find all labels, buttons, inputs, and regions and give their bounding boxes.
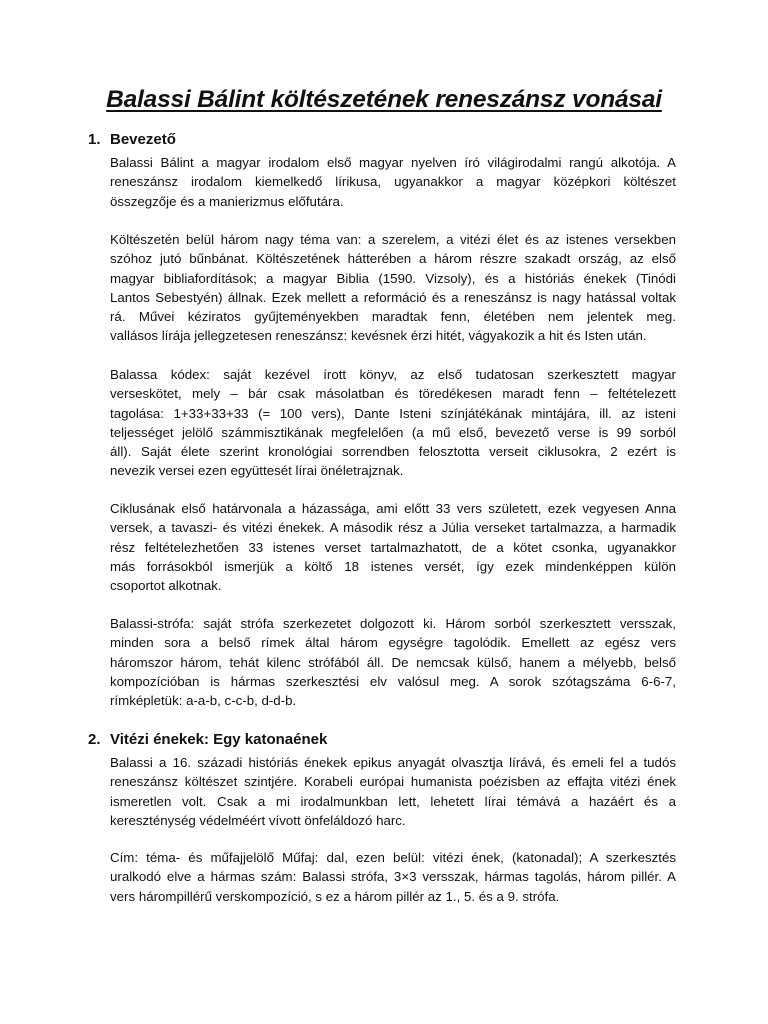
text-line: rímképletük: a-a-b, c-c-b, d-d-b. [110,693,297,709]
text-line: rész feltételezhetően 33 istenes verset tartalmazhatott, de a kötet csonka, ugyanakkor [110,539,676,555]
text-line: magyar bibliafordítások; a magyar Biblia (1590. Vizsoly), és a históriás énekek (Tinódi [110,270,676,286]
text-line: szóhoz jutó bűnbánat. Költészetének hátterében a három részre szakadt ország, az első [110,251,676,267]
text-line: Balassi-strófa: saját strófa szerkezetet dolgozott ki. Három sorból szerkesztett versszak, [110,616,676,631]
text-line: Balassi a 16. századi históriás énekek epikus anyagát olvasztja lírává, és emeli fel a tudós [110,755,676,770]
text-line: áll). Saját élete szerint kronológiai sorrendben felosztotta verseit ciklusokra, 2 ezért is [110,444,676,460]
section-heading-bevezeto [88,131,176,148]
paragraph [110,753,676,830]
text-line: más forrásokból ismerjük a költő 18 istenes versét, így ezek mindenképpen külön [110,558,676,574]
text-line: háromszor három, tehát kilenc strófából áll. De nemcsak külső, hanem a mélyebb, belső [110,654,676,670]
text-line: kereszténység védelméért vívott önfeláldozó harc. [110,812,406,828]
text-line: vers hárompillérű verskompozíció, s ez a három pillér az 1., 5. és a 9. strófa. [110,888,560,904]
paragraph [110,153,676,211]
text-line: minden sora a belső rímek által három egységre tagolódik. Emellett az egész vers [110,635,676,651]
text-line: teljességet jelölő számmisztikának megfelelően (a mű első, bevezető verse is 99 sorból [110,424,676,440]
section-number: 1. [88,131,101,148]
section-number: 2. [88,731,101,748]
text-line: Költészetén belül három nagy téma van: a szerelem, a vitézi élet és az istenes versekben [110,232,676,247]
text-line: Ciklusának első határvonala a házassága, ami előtt 33 vers született, ezek vegyesen Anna [110,501,676,516]
paragraph [110,230,676,346]
text-line: reneszánsz irodalom kiemelkedő lírikusa, ugyanakkor a magyar középkori költészet [110,174,676,190]
paragraph [110,365,676,481]
section-title: Vitézi énekek: Egy katonaének [110,731,328,748]
text-line: tagolása: 1+33+33+33 (= 100 vers), Dante Isteni színjátékának mintájára, ill. az isteni [110,405,676,421]
text-line: reneszánsz költészet szintjére. Korabeli európai humanista poézisben az effajta vitézi ének [110,774,676,790]
text-line: Lantos Sebestyén) állnak. Ezek mellett a reformáció és a reneszánsz is nagy hatással voltak [110,289,676,305]
text-line: Balassi Bálint a magyar irodalom első magyar nyelven író világirodalmi rangú alkotója. A [110,155,676,170]
text-line: Cím: téma- és műfajjelölő Műfaj: dal, ezen belül: vitézi ének, (katonadal); A szerkesztés [110,850,676,865]
paragraph [110,848,676,906]
text-line: kompozícióban is hármas szerkesztési elv valósul meg. A sorok szótagszáma 6-6-7, [110,673,676,689]
text-line: rá. Művei kéziratos gyűjteményekben maradtak fenn, életében nem jelentek meg. [110,309,676,325]
text-line: nevezik versei ezen együttesét lírai önéletrajznak. [110,463,404,479]
text-line: Balassa kódex: saját kezével írott könyv, az első tudatosan szerkesztett magyar [110,367,676,382]
text-line: versek, a tavaszi- és vitézi énekek. A második rész a Júlia verseket tartalmazza, a harmadik [110,520,676,536]
text-line: csoportot alkotnak. [110,578,222,594]
text-line: uralkodó elve a hármas szám: Balassi strófa, 3×3 versszak, hármas tagolás, három pillér. A [110,869,676,885]
section-heading-vitezi-enekek [88,731,327,748]
text-line: összegzője és a manierizmus előfutára. [110,193,344,209]
paragraph [110,614,676,710]
document-title: Balassi Bálint költészetének reneszánsz vonásai [106,86,662,113]
section-title: Bevezető [110,131,176,148]
text-line: verseskötet, mely – bár csak másolatban és töredékesen maradt fenn – feltételezett [110,386,676,402]
text-line: ismeretlen volt. Csak a mi irodalmunkban lett, lehetett lírai témává a hazáért és a [110,793,676,809]
text-line: vallásos lírája jellegzetesen reneszánsz: kevésnek érzi hitét, vágyakozik a hit és Isten után. [110,328,647,344]
paragraph [110,499,676,595]
